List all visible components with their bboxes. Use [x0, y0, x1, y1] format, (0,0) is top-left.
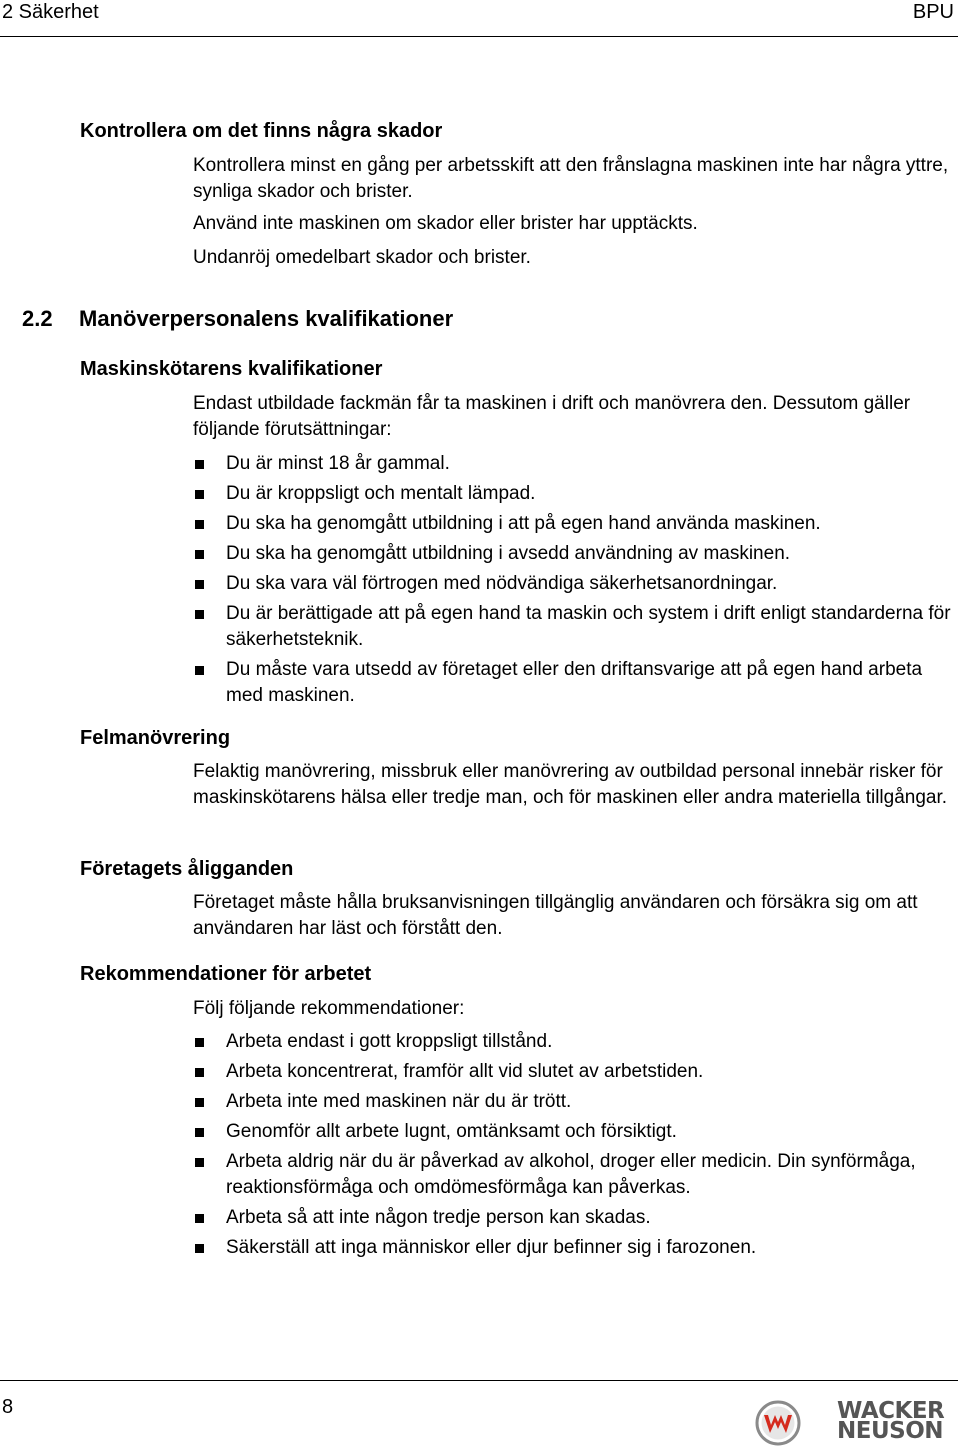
chapter-heading-text: Manöverpersonalens kvalifikationer [79, 306, 454, 331]
list-item: Du ska vara väl förtrogen med nödvändiga säkerhetsanordningar. [193, 571, 959, 597]
section-heading-misuse: Felmanövrering [80, 727, 231, 749]
list-item: Genomför allt arbete lugnt, omtänksamt och försiktigt. [193, 1119, 959, 1145]
list-item: Du är kroppsligt och mentalt lämpad. [193, 481, 959, 507]
list-item: Arbeta koncentrerat, framför allt vid slutet av arbetstiden. [193, 1059, 959, 1085]
list-item: Arbeta aldrig när du är påverkad av alkohol, droger eller medicin. Din synförmåga, reaktionsförmåga och omdömesförmåga kan påverkas. [193, 1149, 959, 1201]
logo-wordmark [837, 1398, 945, 1444]
list-item: Du är minst 18 år gammal. [193, 451, 959, 477]
product-name: BPU [912, 1, 954, 23]
logo-line-wacker: WACKER [837, 1398, 945, 1424]
operator-requirements-list [193, 451, 959, 709]
paragraph-do-not-use: Använd inte maskinen om skador eller brister har upptäckts. [193, 213, 698, 234]
list-item: Du ska ha genomgått utbildning i att på egen hand använda maskinen. [193, 511, 959, 537]
paragraph-check-damage: Kontrollera minst en gång per arbetsskift att den frånslagna maskinen inte har några yttre, synliga skador och brister. [193, 155, 949, 202]
wacker-neuson-emblem-icon [755, 1400, 801, 1446]
list-item: Du måste vara utsedd av företaget eller den driftansvarige att på egen hand arbeta med maskinen. [193, 657, 959, 709]
list-item: Du ska ha genomgått utbildning i avsedd användning av maskinen. [193, 541, 959, 567]
list-item: Arbeta endast i gott kroppsligt tillstånd. [193, 1029, 959, 1055]
list-item: Säkerställ att inga människor eller djur befinner sig i farozonen. [193, 1235, 959, 1261]
section-heading-recommendations: Rekommendationer för arbetet [80, 963, 372, 985]
paragraph-misuse: Felaktig manövrering, missbruk eller manövrering av outbildad personal innebär risker för maskinskötarens hälsa eller tredje man, och för maskinen eller andra materiella tillgångar. [193, 761, 948, 808]
logo-line-neuson: NEUSON [837, 1418, 944, 1444]
chapter-heading-qualifications [22, 306, 453, 332]
paragraph-operator-intro: Endast utbildade fackmän får ta maskinen i drift och manövrera den. Dessutom gäller följande förutsättningar: [193, 393, 911, 440]
page-number: 8 [2, 1396, 14, 1418]
recommendations-list [193, 1029, 959, 1261]
paragraph-recommendations-intro: Följ följande rekommendationer: [193, 998, 465, 1019]
section-heading-check-damage: Kontrollera om det finns några skador [80, 120, 443, 142]
section-heading-company: Företagets åligganden [80, 858, 294, 880]
wacker-neuson-logo [755, 1400, 955, 1444]
list-item: Du är berättigade att på egen hand ta maskin och system i drift enligt standarderna för säkerhetsteknik. [193, 601, 959, 653]
list-item: Arbeta så att inte någon tredje person kan skadas. [193, 1205, 959, 1231]
paragraph-company: Företaget måste hålla bruksanvisningen tillgänglig användaren och försäkra sig om att användaren har läst och förstått den. [193, 892, 918, 939]
paragraph-fix-damage: Undanröj omedelbart skador och brister. [193, 247, 531, 268]
footer-rule [0, 1380, 958, 1381]
chapter-number: 2.2 [22, 306, 53, 331]
list-item: Arbeta inte med maskinen när du är trött. [193, 1089, 959, 1115]
page-header [0, 0, 958, 37]
chapter-title: 2 Säkerhet [2, 1, 99, 23]
section-heading-operator: Maskinskötarens kvalifikationer [80, 358, 383, 380]
